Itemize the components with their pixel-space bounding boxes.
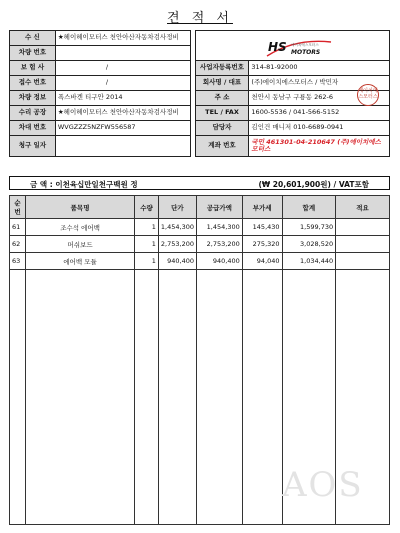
vehicle-info-label: 차량 정보 [10,91,56,106]
row-qty: 1 [135,236,159,253]
insurer-value: / [55,61,190,76]
row-price: 2,753,200 [158,236,196,253]
claim-date-label: 청구 일자 [10,136,56,157]
items-header-row [10,196,390,219]
manager-label: 담당자 [195,121,249,136]
account-value: 국민 461301-04-210647 (주)에이치에스모터스 [249,136,390,157]
claim-date-value [55,136,190,157]
account-label: 계좌 번호 [195,136,249,157]
row-vat: 94,040 [242,253,282,270]
row-vat: 145,430 [242,219,282,236]
row-item: 머쉬보드 [25,236,134,253]
col-header-total: 합계 [282,196,336,219]
row-supply: 1,454,300 [196,219,242,236]
biz-no-value: 314-81-92000 [249,61,390,76]
insurer-label: 보 험 사 [10,61,56,76]
row-price: 940,400 [158,253,196,270]
table-row [10,219,390,236]
row-item: 조수석 에어백 [25,219,134,236]
col-header-item: 품목명 [25,196,134,219]
watermark: AOS [282,465,364,505]
row-price: 1,454,300 [158,219,196,236]
manager-value: 김인건 매니저 010-6689-0941 [249,121,390,136]
tel-label: TEL / FAX [195,106,249,121]
vin-value: WVGZZZ5NZFW556587 [55,121,190,136]
col-header-supply: 공급가액 [196,196,242,219]
col-header-qty: 수량 [135,196,159,219]
row-qty: 1 [135,253,159,270]
vehicle-info-value: 폭스바겐 티구안 2014 [55,91,190,106]
recipient-value: ★헤이헤이모터스 천안아산자동차검사정비 [55,31,190,46]
table-row [10,236,390,253]
row-total: 1,034,440 [282,253,336,270]
company-label: 회사명 / 대표 [195,76,249,91]
amount-bar [9,176,390,190]
amount-value: (₩ 20,601,900원) / VAT포함 [258,180,369,189]
col-header-vat: 부가세 [242,196,282,219]
col-header-price: 단가 [158,196,196,219]
vehicle-no-value [55,46,190,61]
receipt-no-value: / [55,76,190,91]
row-total: 3,028,520 [282,236,336,253]
logo-sub: MOTORS [291,49,321,56]
company-value: (주)에이치에스모터스 / 박민자 [249,76,390,91]
logo-tag: 에이치에스모터스 [291,43,319,47]
address-label: 주 소 [195,91,249,106]
table-row [10,253,390,270]
row-note [336,253,390,270]
row-vat: 275,320 [242,236,282,253]
vin-label: 차대 번호 [10,121,56,136]
company-seal: 에이치에스모터스 [357,84,379,106]
receipt-no-label: 접수 번호 [10,76,56,91]
row-supply: 2,753,200 [196,236,242,253]
row-seq: 61 [10,219,26,236]
row-item: 에어백 모듈 [25,253,134,270]
row-seq: 63 [10,253,26,270]
row-supply: 940,400 [196,253,242,270]
row-seq: 62 [10,236,26,253]
company-logo [265,36,335,60]
col-header-note: 적요 [336,196,390,219]
row-note [336,236,390,253]
recipient-label: 수 신 [10,31,56,46]
col-header-seq: 순번 [10,196,26,219]
repair-shop-label: 수리 공장 [10,106,56,121]
row-qty: 1 [135,219,159,236]
biz-no-label: 사업자등록번호 [195,61,249,76]
row-note [336,219,390,236]
tel-value: 1600-5536 / 041-566-5152 [249,106,390,121]
vehicle-no-label: 차량 번호 [10,46,56,61]
repair-shop-value: ★헤이헤이모터스 천안아산자동차검사정비 [55,106,190,121]
address-value: 천안시 동남구 구룡동 262-6 [249,91,390,106]
row-total: 1,599,730 [282,219,336,236]
document-title: 견 적 서 [167,11,233,26]
logo-brand: HS [268,40,287,54]
amount-label: 금 액 : 이천육십만일천구백원 정 [30,180,138,189]
